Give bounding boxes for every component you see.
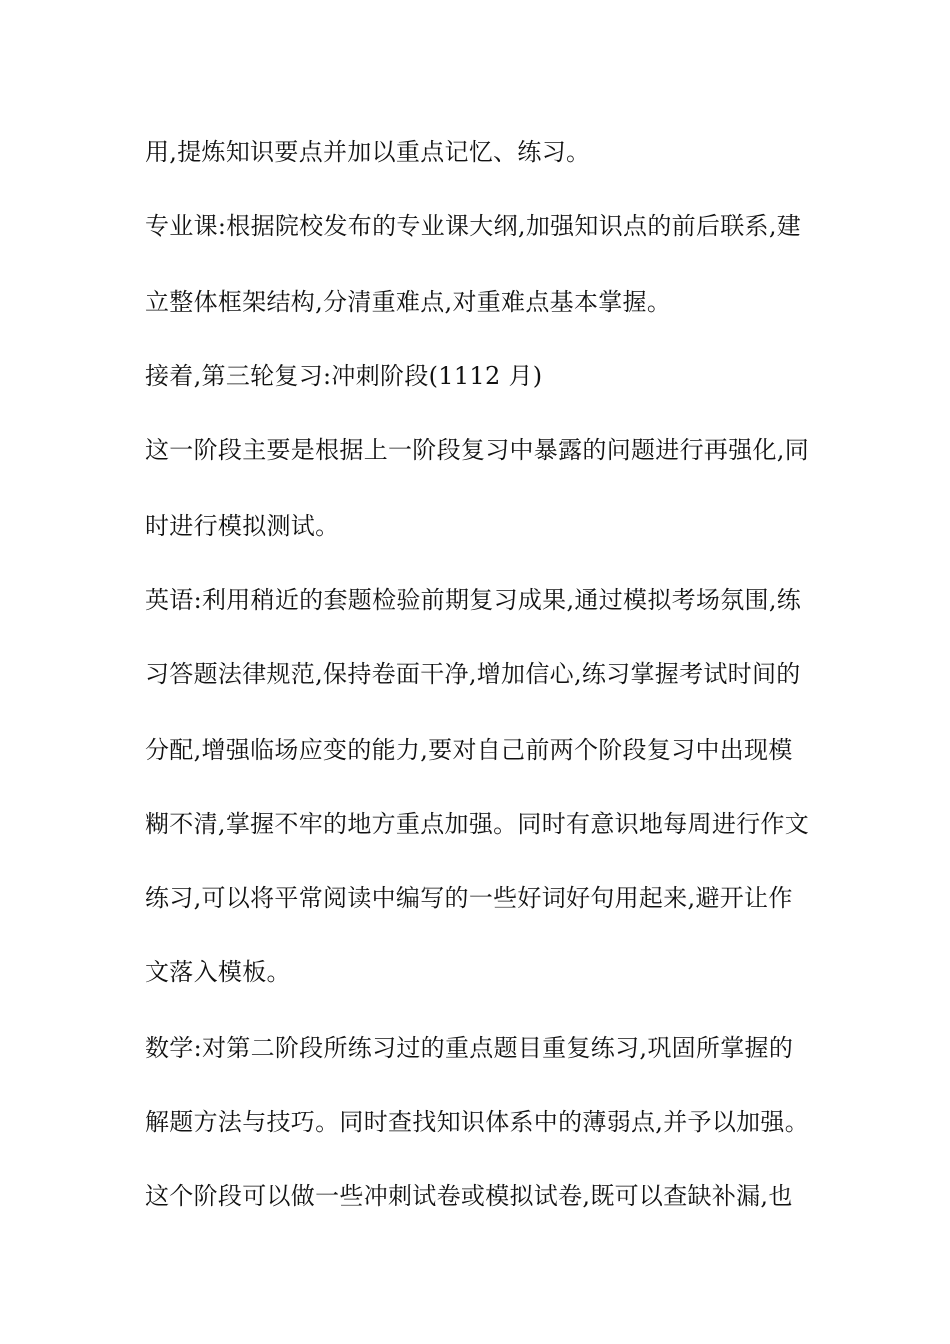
paragraph-line: 数学:对第二阶段所练习过的重点题目重复练习,巩固所掌握的 (145, 1034, 794, 1062)
paragraph-line: 接着,第三轮复习:冲刺阶段(1112 月) (145, 362, 543, 390)
paragraph-line: 习答题法律规范,保持卷面干净,增加信心,练习掌握考试时间的 (145, 660, 801, 688)
paragraph-line: 立整体框架结构,分清重难点,对重难点基本掌握。 (145, 288, 672, 316)
paragraph-line: 这一阶段主要是根据上一阶段复习中暴露的问题进行再强化,同 (145, 436, 810, 464)
paragraph-line: 文落入模板。 (145, 958, 291, 986)
paragraph-line: 这个阶段可以做一些冲刺试卷或模拟试卷,既可以查缺补漏,也 (145, 1182, 793, 1210)
paragraph-line: 糊不清,掌握不牢的地方重点加强。同时有意识地每周进行作文 (145, 810, 810, 838)
paragraph-line: 用,提炼知识要点并加以重点记忆、练习。 (145, 138, 591, 166)
paragraph-line: 英语:利用稍近的套题检验前期复习成果,通过模拟考场氛围,练 (145, 586, 802, 614)
paragraph-line: 分配,增强临场应变的能力,要对自己前两个阶段复习中出现模 (145, 736, 793, 764)
paragraph-line: 练习,可以将平常阅读中编写的一些好词好句用起来,避开让作 (145, 884, 793, 912)
paragraph-line: 解题方法与技巧。同时查找知识体系中的薄弱点,并予以加强。 (145, 1108, 810, 1136)
paragraph-line: 专业课:根据院校发布的专业课大纲,加强知识点的前后联系,建 (145, 212, 802, 240)
paragraph-line: 时进行模拟测试。 (145, 512, 340, 540)
